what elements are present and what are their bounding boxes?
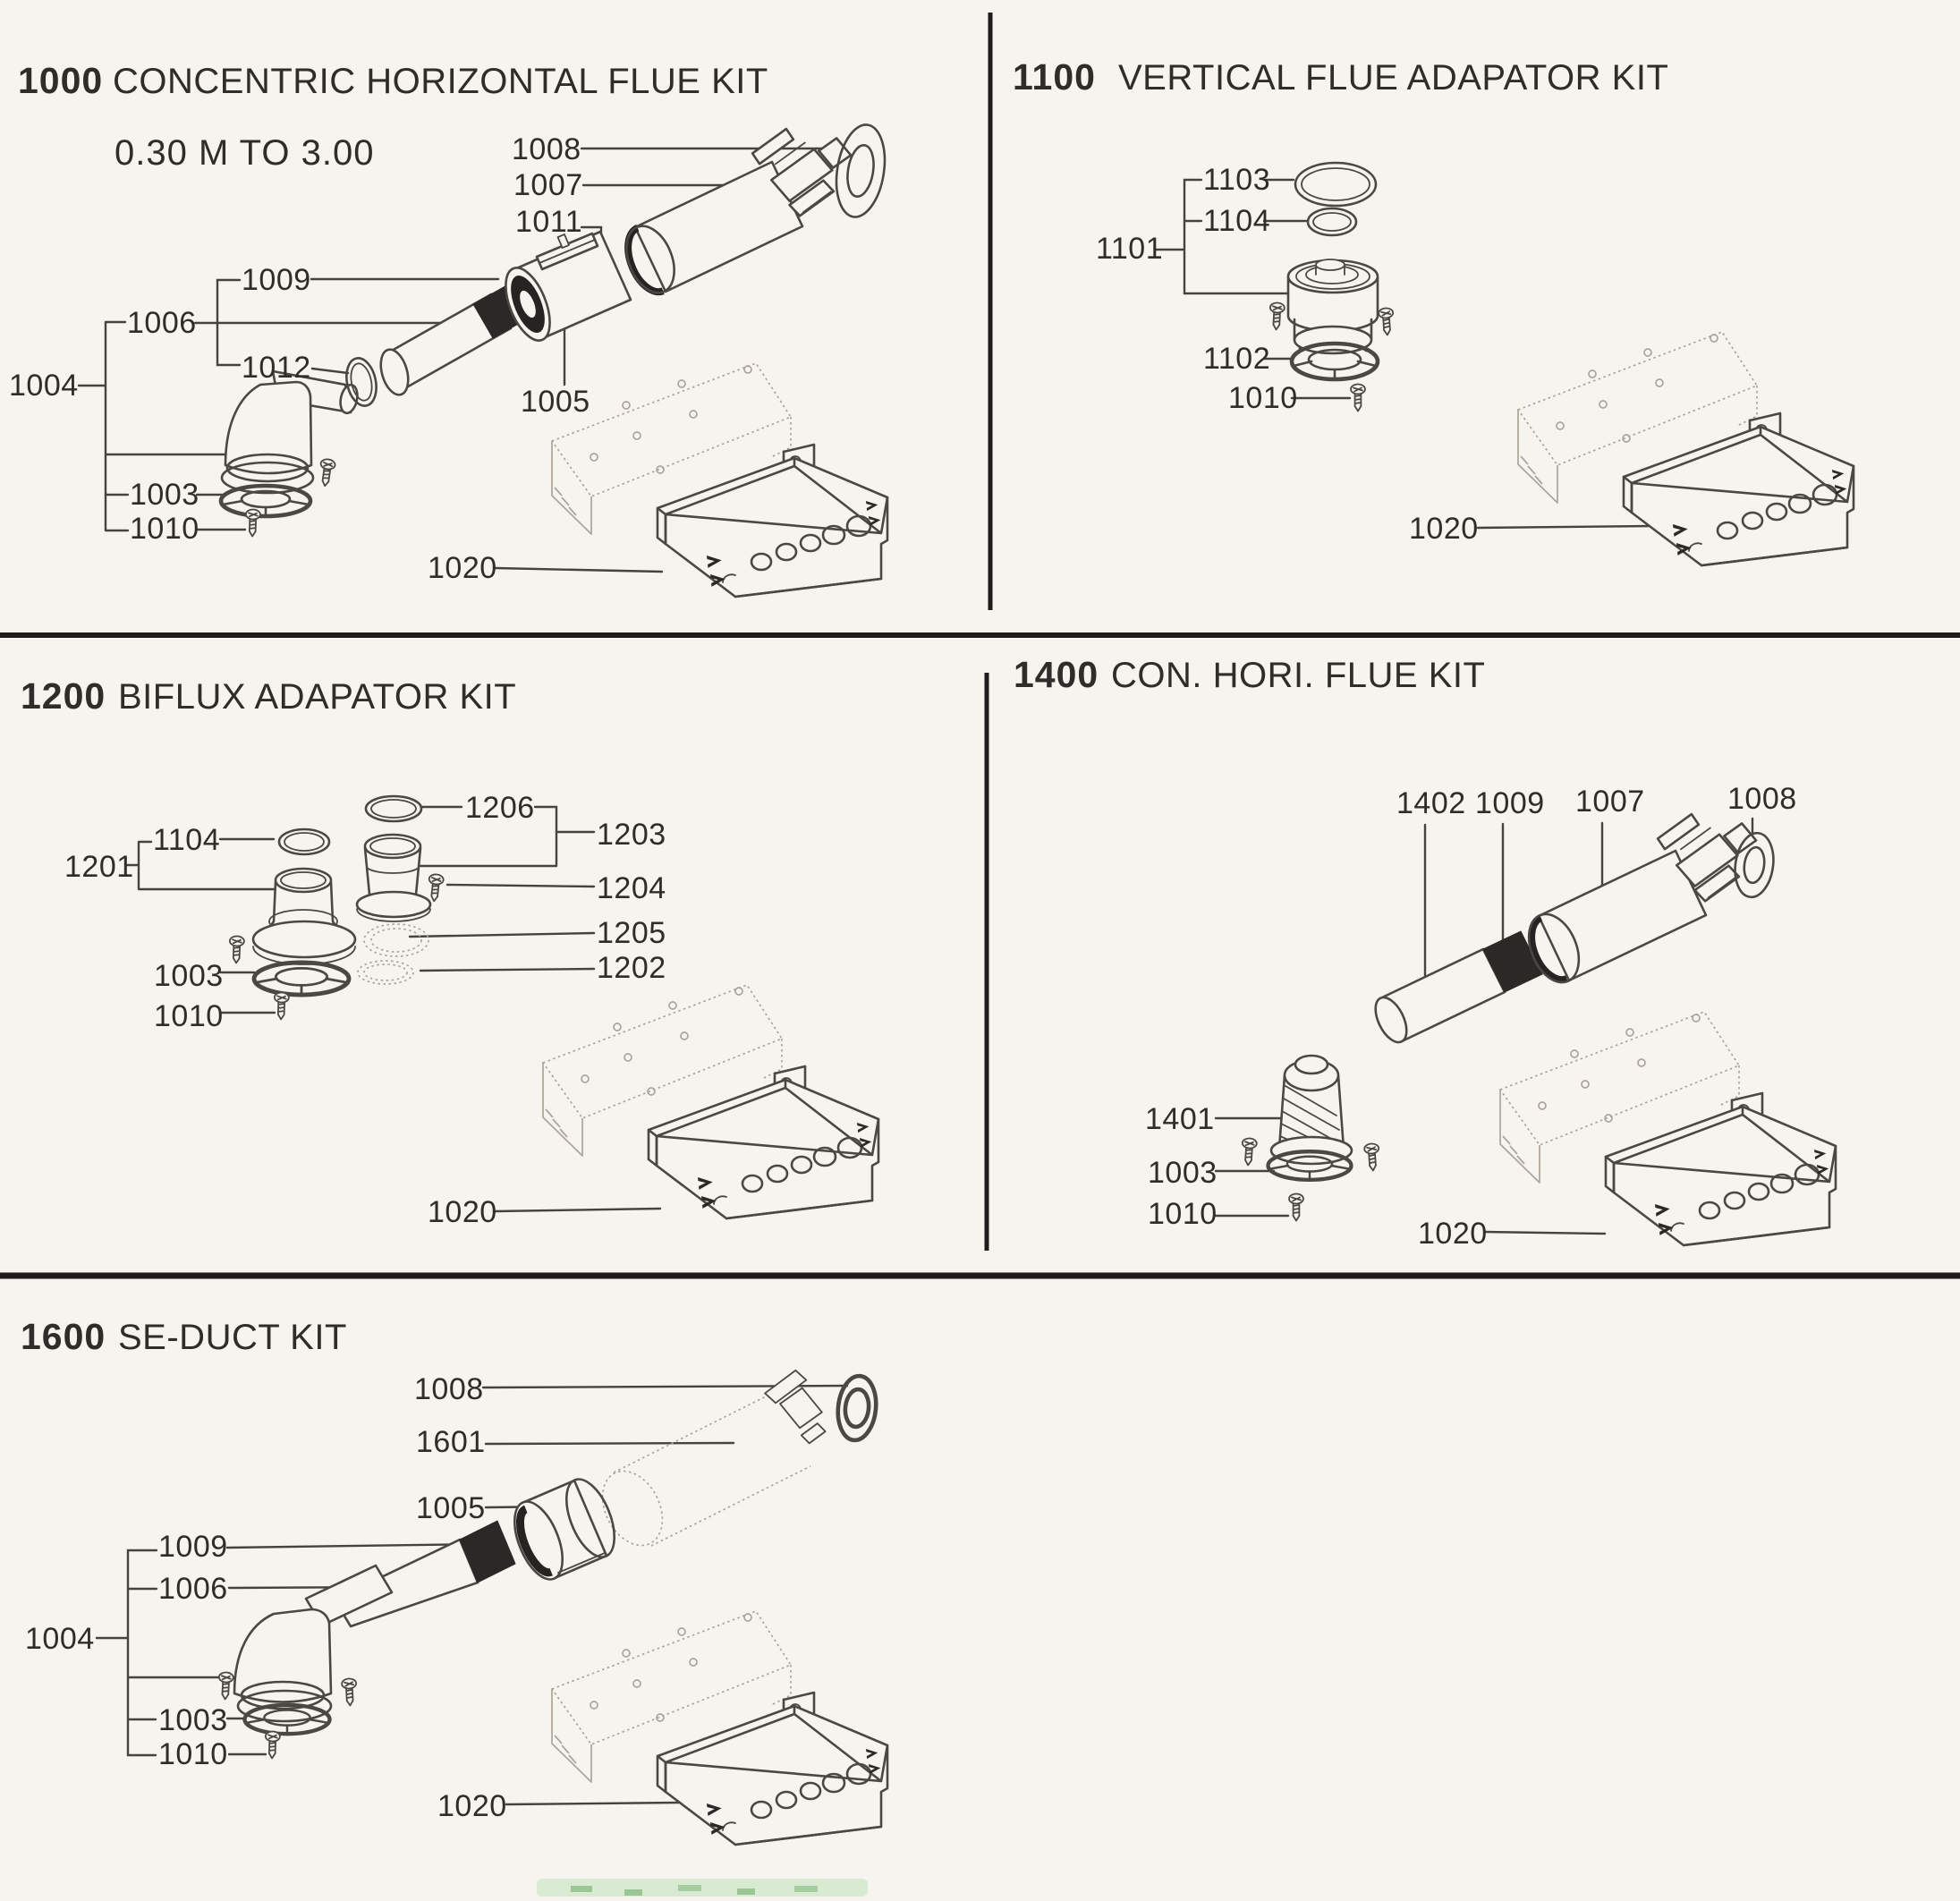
part-label-1008: 1008 (414, 1372, 484, 1406)
flue-terminal-1007 (617, 108, 865, 300)
section-subtitle: 0.30 M TO 3.00 (115, 133, 375, 173)
screw-icon (318, 458, 335, 487)
part-label-1201: 1201 (64, 850, 134, 884)
leader-1012 (312, 369, 348, 373)
part-label-1020: 1020 (1418, 1217, 1488, 1251)
leader-1020 (1484, 1232, 1605, 1234)
section-1200 (21, 675, 878, 1229)
part-label-1402: 1402 (1396, 786, 1466, 820)
bracket-kit-1020 (552, 363, 887, 597)
part-label-1003: 1003 (154, 959, 224, 993)
screw-icon (1364, 1143, 1380, 1171)
leader-1205 (410, 933, 594, 937)
section-title: CONCENTRIC HORIZONTAL FLUE KIT (113, 62, 768, 101)
part-label-1003: 1003 (130, 478, 199, 512)
part-label-1009: 1009 (158, 1530, 228, 1564)
o-ring-1104 (279, 829, 329, 854)
leader-1020 (1478, 526, 1651, 528)
inner-flue-duct-1402 (1370, 931, 1542, 1047)
screw-icon (218, 1672, 234, 1700)
leader-1601 (486, 1443, 734, 1444)
part-label-1004: 1004 (25, 1622, 95, 1656)
bracket-kit-1020 (1518, 332, 1854, 565)
part-label-1020: 1020 (428, 1195, 497, 1229)
screw-icon (1269, 302, 1285, 330)
grommet-1003 (1268, 1151, 1352, 1180)
bracket-kit-1020 (552, 1611, 887, 1845)
section-title: VERTICAL FLUE ADAPATOR KIT (1118, 58, 1669, 98)
flange-1102 (1292, 344, 1378, 379)
bracket-kit-1020 (543, 985, 878, 1218)
part-label-1101: 1101 (1096, 232, 1164, 266)
part-label-1102: 1102 (1203, 342, 1271, 376)
screw-icon (1379, 308, 1395, 335)
flue-terminal-1007 (1519, 793, 1770, 989)
part-label-1010: 1010 (158, 1737, 228, 1771)
part-label-1020: 1020 (1409, 512, 1479, 546)
leader-1204 (447, 885, 594, 887)
leader-1020 (496, 568, 662, 572)
screw-1010 (1289, 1194, 1303, 1221)
section-1000 (9, 60, 891, 597)
part-label-1103: 1103 (1203, 163, 1271, 197)
section-code: 1600 (21, 1316, 106, 1357)
grommet-1003 (221, 486, 310, 516)
wall-ring-1008 (835, 1374, 878, 1442)
screw-icon (342, 1678, 358, 1706)
se-duct-tube-1601 (590, 1368, 832, 1556)
section-code: 1000 (18, 60, 104, 101)
scan-artifact (537, 1879, 868, 1897)
collar-1005 (505, 1472, 624, 1586)
part-label-1601: 1601 (416, 1425, 486, 1459)
part-label-1006: 1006 (127, 306, 197, 340)
leader-1020 (496, 1209, 660, 1211)
section-1100 (1013, 56, 1854, 565)
screw-icon (1241, 1138, 1257, 1166)
o-ring-1103 (1295, 163, 1376, 206)
o-ring-1206 (366, 796, 421, 821)
part-label-1010: 1010 (1228, 381, 1298, 415)
grommet-1003 (254, 963, 349, 995)
elbow-1401 (1271, 1056, 1352, 1164)
gasket-1205 (364, 924, 428, 956)
screw-1010 (265, 1731, 280, 1759)
elbow-90deg (222, 371, 360, 493)
part-label-1008: 1008 (512, 132, 581, 166)
o-ring-1104 (1308, 208, 1356, 235)
part-label-1008: 1008 (1727, 782, 1797, 816)
part-label-1006: 1006 (158, 1572, 228, 1606)
section-1600 (21, 1316, 887, 1845)
part-label-1020: 1020 (437, 1789, 507, 1823)
screw-1010 (245, 509, 260, 537)
biflux-adaptor-1203 (357, 835, 430, 921)
leader-1020 (506, 1803, 679, 1804)
part-label-1003: 1003 (1148, 1156, 1218, 1190)
section-1400 (1014, 654, 1836, 1251)
part-label-1007: 1007 (1575, 785, 1645, 819)
screw-1010 (1351, 385, 1365, 412)
part-label-1104: 1104 (1203, 204, 1271, 238)
section-code: 1200 (21, 675, 106, 717)
part-label-1003: 1003 (158, 1703, 228, 1737)
section-title: BIFLUX ADAPATOR KIT (118, 677, 517, 717)
section-title: CON. HORI. FLUE KIT (1111, 656, 1486, 695)
part-label-1004: 1004 (9, 369, 79, 403)
elbow-90deg (234, 1566, 392, 1721)
part-label-1009: 1009 (242, 263, 311, 297)
screw-1010 (274, 992, 289, 1020)
section-title: SE-DUCT KIT (118, 1318, 347, 1357)
wall-ring-1008 (830, 122, 891, 221)
part-label-1010: 1010 (1148, 1197, 1218, 1231)
vertical-adaptor-1101 (1288, 259, 1378, 353)
part-label-1005: 1005 (416, 1491, 486, 1525)
bracket-kit-1020 (1500, 1012, 1836, 1245)
part-label-1206: 1206 (465, 791, 535, 825)
part-label-1202: 1202 (597, 951, 666, 985)
part-label-1204: 1204 (597, 871, 666, 905)
section-code: 1100 (1013, 56, 1096, 98)
part-label-1010: 1010 (154, 999, 224, 1033)
screw-icon (229, 936, 244, 963)
part-label-1012: 1012 (242, 351, 311, 385)
part-label-1401: 1401 (1145, 1102, 1215, 1136)
part-label-1020: 1020 (428, 551, 497, 585)
ring-1202 (358, 961, 413, 984)
part-label-1205: 1205 (597, 916, 666, 950)
part-label-1104: 1104 (153, 823, 221, 857)
section-code: 1400 (1014, 654, 1099, 695)
part-label-1010: 1010 (130, 512, 199, 546)
leader-1202 (420, 969, 594, 971)
collar-1005-clamp-1011 (496, 232, 631, 346)
part-label-1007: 1007 (513, 168, 583, 202)
part-label-1011: 1011 (515, 205, 583, 239)
part-label-1203: 1203 (597, 818, 666, 852)
part-label-1005: 1005 (521, 385, 590, 419)
part-label-1009: 1009 (1475, 786, 1545, 820)
screw-1204 (427, 874, 444, 903)
biflux-adaptor-1201 (253, 869, 355, 964)
